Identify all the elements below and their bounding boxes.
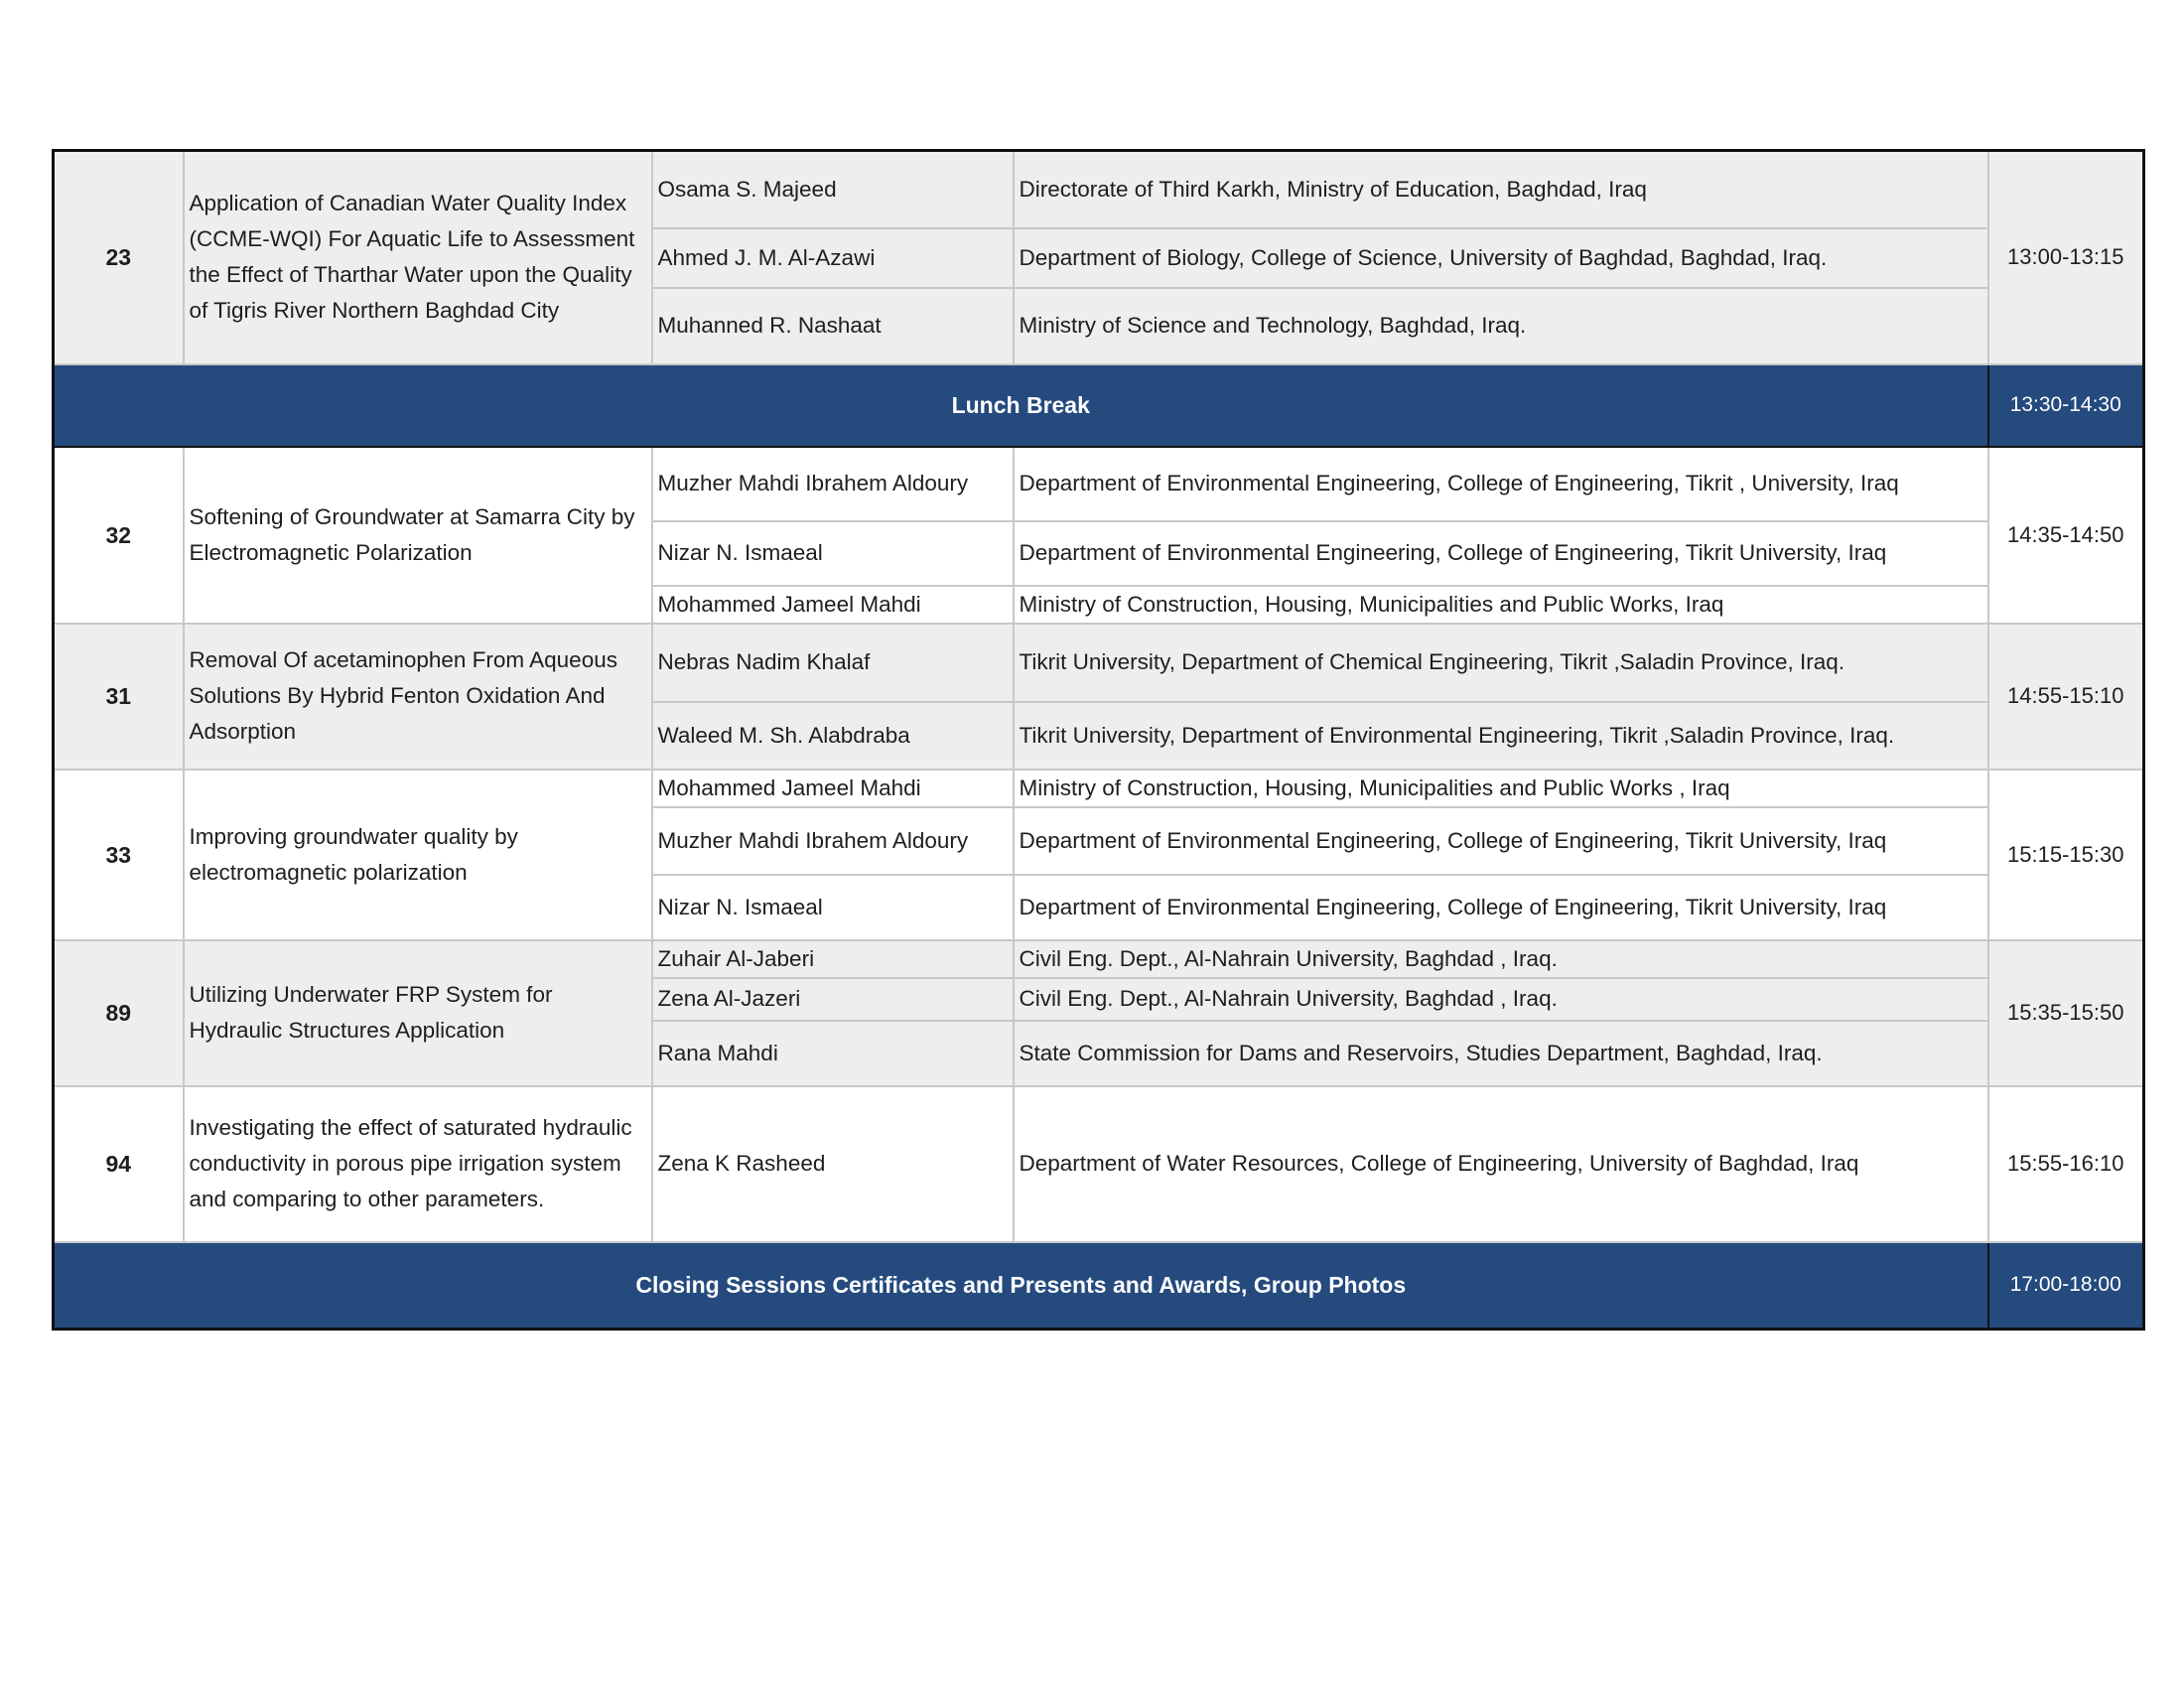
session-time: 15:15-15:30 <box>1988 770 2144 940</box>
author-name: Nebras Nadim Khalaf <box>652 624 1014 702</box>
author-name: Muhanned R. Nashaat <box>652 288 1014 364</box>
author-affiliation: Department of Environmental Engineering, College of Engineering, Tikrit University, Iraq <box>1014 807 1988 875</box>
author-name: Muzher Mahdi Ibrahem Aldoury <box>652 807 1014 875</box>
author-affiliation: Civil Eng. Dept., Al-Nahrain University, Baghdad , Iraq. <box>1014 978 1988 1021</box>
author-affiliation: Ministry of Science and Technology, Baghdad, Iraq. <box>1014 288 1988 364</box>
paper-title: Utilizing Underwater FRP System for Hydraulic Structures Application <box>184 940 652 1086</box>
author-affiliation: Department of Environmental Engineering, College of Engineering, Tikrit , University, Iraq <box>1014 447 1988 521</box>
author-name: Mohammed Jameel Mahdi <box>652 586 1014 624</box>
author-name: Nizar N. Ismaeal <box>652 875 1014 940</box>
author-name: Nizar N. Ismaeal <box>652 521 1014 586</box>
closing-session-time: 17:00-18:00 <box>1988 1242 2144 1330</box>
author-name: Zena Al-Jazeri <box>652 978 1014 1021</box>
paper-title: Improving groundwater quality by electromagnetic polarization <box>184 770 652 940</box>
session-id: 33 <box>54 770 184 940</box>
session-time: 14:55-15:10 <box>1988 624 2144 770</box>
author-affiliation: Department of Environmental Engineering, College of Engineering, Tikrit University, Iraq <box>1014 875 1988 940</box>
session-id: 23 <box>54 151 184 364</box>
author-name: Rana Mahdi <box>652 1021 1014 1086</box>
paper-title: Application of Canadian Water Quality Index (CCME-WQI) For Aquatic Life to Assessment the Effect of Tharthar Water upon the Quality of Tigris River Northern Baghdad City <box>184 151 652 364</box>
session-id: 89 <box>54 940 184 1086</box>
session-time: 15:55-16:10 <box>1988 1086 2144 1242</box>
author-affiliation: Ministry of Construction, Housing, Municipalities and Public Works , Iraq <box>1014 770 1988 807</box>
author-name: Zuhair Al-Jaberi <box>652 940 1014 978</box>
author-affiliation: Department of Environmental Engineering, College of Engineering, Tikrit University, Iraq <box>1014 521 1988 586</box>
paper-title: Removal Of acetaminophen From Aqueous Solutions By Hybrid Fenton Oxidation And Adsorption <box>184 624 652 770</box>
session-time: 14:35-14:50 <box>1988 447 2144 624</box>
closing-session-label: Closing Sessions Certificates and Presents and Awards, Group Photos <box>54 1242 1988 1330</box>
author-name: Ahmed J. M. Al-Azawi <box>652 228 1014 288</box>
author-name: Muzher Mahdi Ibrahem Aldoury <box>652 447 1014 521</box>
session-id: 31 <box>54 624 184 770</box>
author-affiliation: State Commission for Dams and Reservoirs, Studies Department, Baghdad, Iraq. <box>1014 1021 1988 1086</box>
author-name: Mohammed Jameel Mahdi <box>652 770 1014 807</box>
session-time: 13:00-13:15 <box>1988 151 2144 364</box>
author-name: Waleed M. Sh. Alabdraba <box>652 702 1014 770</box>
session-id: 32 <box>54 447 184 624</box>
lunch-break-label: Lunch Break <box>54 364 1988 447</box>
schedule-table <box>52 149 2145 1331</box>
author-affiliation: Ministry of Construction, Housing, Municipalities and Public Works, Iraq <box>1014 586 1988 624</box>
author-name: Osama S. Majeed <box>652 151 1014 228</box>
author-name: Zena K Rasheed <box>652 1086 1014 1242</box>
author-affiliation: Directorate of Third Karkh, Ministry of Education, Baghdad, Iraq <box>1014 151 1988 228</box>
session-time: 15:35-15:50 <box>1988 940 2144 1086</box>
author-affiliation: Department of Water Resources, College of Engineering, University of Baghdad, Iraq <box>1014 1086 1988 1242</box>
lunch-break-time: 13:30-14:30 <box>1988 364 2144 447</box>
paper-title: Softening of Groundwater at Samarra City by Electromagnetic Polarization <box>184 447 652 624</box>
author-affiliation: Civil Eng. Dept., Al-Nahrain University, Baghdad , Iraq. <box>1014 940 1988 978</box>
author-affiliation: Department of Biology, College of Science, University of Baghdad, Baghdad, Iraq. <box>1014 228 1988 288</box>
author-affiliation: Tikrit University, Department of Environmental Engineering, Tikrit ,Saladin Province, Iraq. <box>1014 702 1988 770</box>
paper-title: Investigating the effect of saturated hydraulic conductivity in porous pipe irrigation system and comparing to other parameters. <box>184 1086 652 1242</box>
author-affiliation: Tikrit University, Department of Chemical Engineering, Tikrit ,Saladin Province, Iraq. <box>1014 624 1988 702</box>
session-id: 94 <box>54 1086 184 1242</box>
